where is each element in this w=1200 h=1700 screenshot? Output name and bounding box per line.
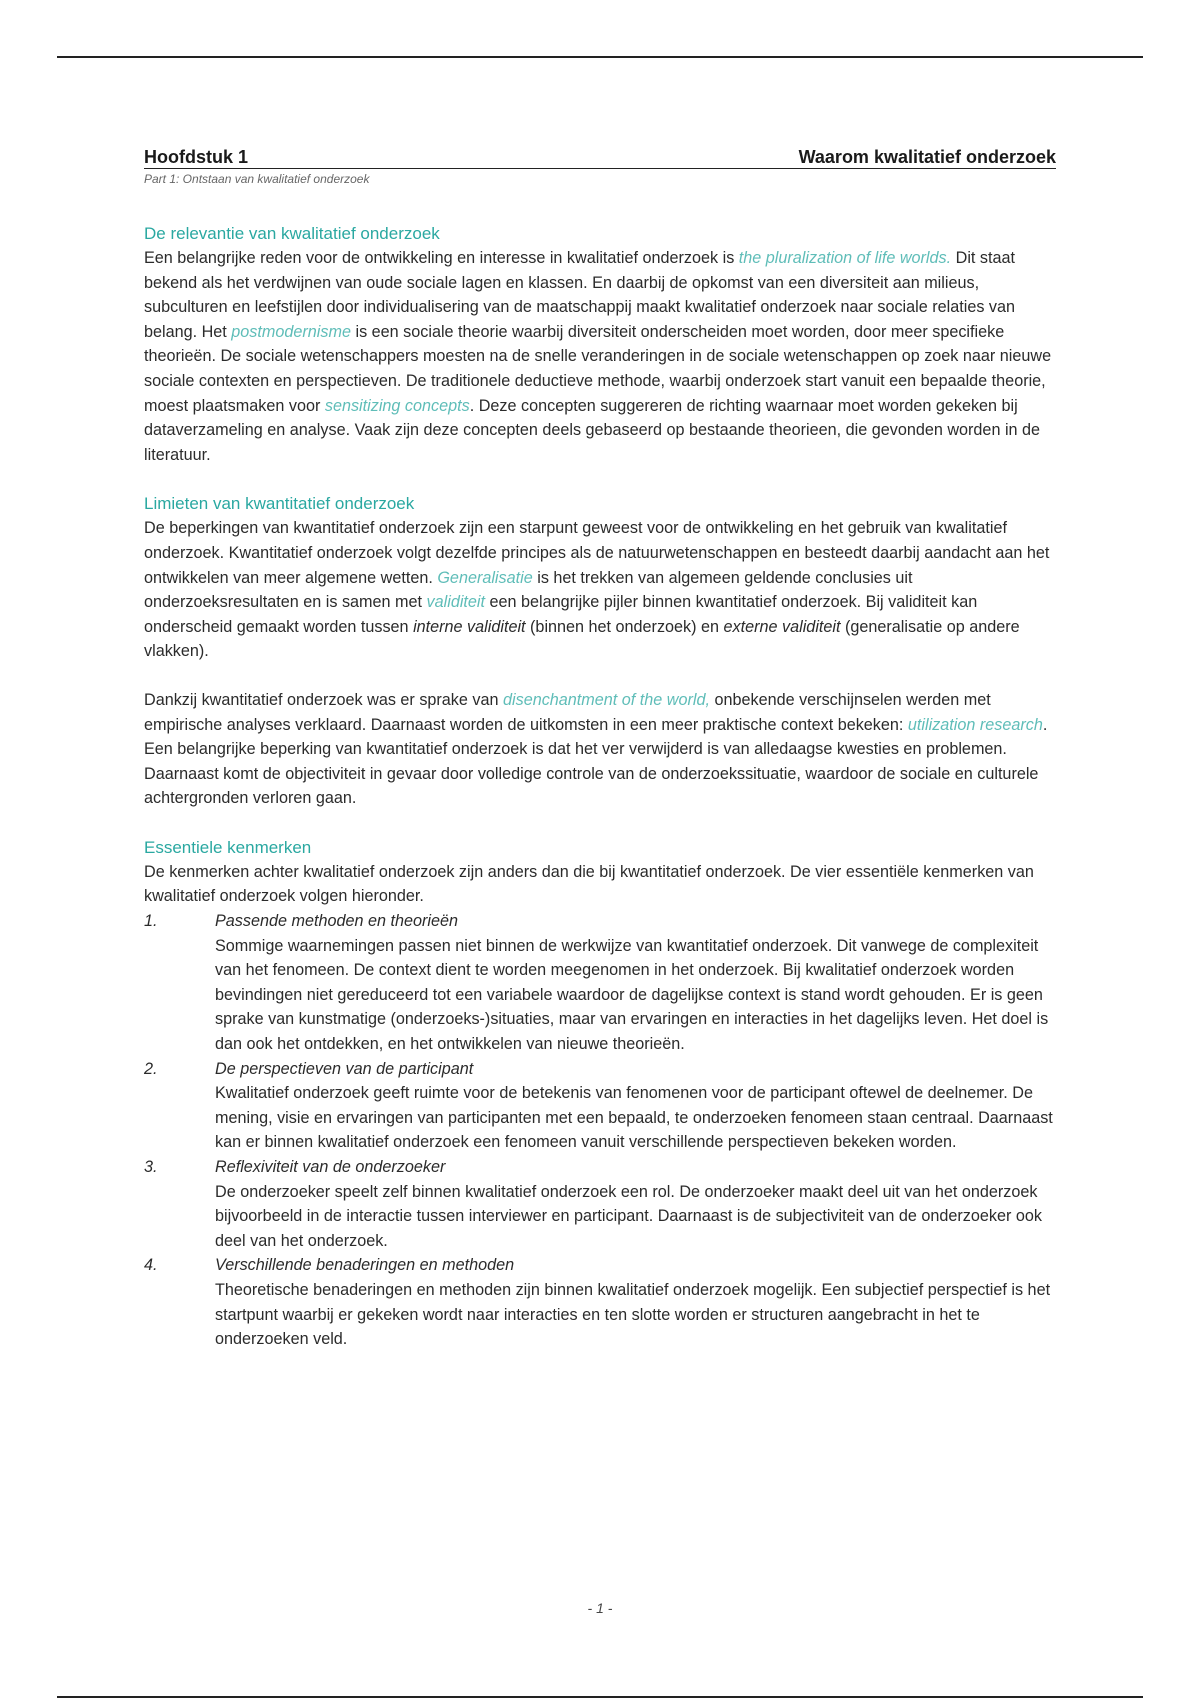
bottom-rule (57, 1696, 1143, 1698)
list-item-title: De perspectieven van de participant (215, 1059, 474, 1078)
paragraph: Een belangrijke reden voor de ontwikkeling en interesse in kwalitatief onderzoek is the pluralization of life worlds. Dit staat bekend als het verdwijnen van oude sociale lagen en klassen. En daarbij de opkomst van een diversiteit aan milieus, subculturen en leefstijlen door individualisering van de maatschappij maakt kwalitatief onderzoek naar sociale relaties van belang. Het postmodernisme is een sociale theorie waarbij diversiteit onderscheiden moet worden, door meer specifieke theorieën. De sociale wetenschappers moesten na de snelle veranderingen in de sociale wetenschappen op zoek naar nieuwe sociale contexten en perspectieven. De traditionele deductieve methode, waarbij onderzoek start vanuit een bepaalde theorie, moest plaatsmaken voor sensitizing concepts. Deze concepten suggereren de richting waarnaar moet worden gekeken bij dataverzameling en analyse. Vaak zijn deze concepten deels gebaseerd op bestaande theorieen, die gevonden worden in de literatuur. (144, 249, 1052, 464)
key-term: postmodernisme (231, 322, 351, 341)
kenmerken-list (144, 909, 1056, 1352)
page-header (144, 147, 1056, 169)
key-term: Generalisatie (437, 568, 533, 587)
section-heading: Limieten van kwantitatief onderzoek (144, 494, 415, 514)
list-item (144, 909, 1056, 1057)
list-number: 2. (144, 1059, 158, 1078)
section-kenmerken (144, 836, 1056, 1352)
section-limieten (144, 492, 1056, 811)
list-item-text: Kwalitatief onderzoek geeft ruimte voor de betekenis van fenomenen voor de participant oftewel de deelnemer. De mening, visie en ervaringen van participanten met een bepaald, te onderzoeken fenomeen staan centraal. Daarnaast kan er binnen kwalitatief onderzoek een fenomeen vanuit verschillende perspectieven bekeken worden. (215, 1084, 1053, 1152)
paragraph: Dankzij kwantitatief onderzoek was er sprake van disenchantment of the world, onbekende verschijnselen werden met empirische analyses verklaard. Daarnaast worden de uitkomsten in een meer praktische context bekeken: utilization research. Een belangrijke beperking van kwantitatief onderzoek is dat het ver verwijderd is van alledaagse kwesties en problemen. Daarnaast komt de objectiviteit in gevaar door volledige controle van de onderzoekssituatie, waardoor de sociale en culturele achtergronden verloren gaan. (144, 690, 1048, 808)
list-item-title: Verschillende benaderingen en methoden (215, 1256, 515, 1275)
part-subtitle: Part 1: Ontstaan van kwalitatief onderzoek (144, 172, 370, 186)
list-item-title: Passende methoden en theorieën (215, 912, 458, 931)
top-rule (57, 56, 1143, 58)
section-heading: De relevantie van kwalitatief onderzoek (144, 224, 440, 243)
key-term: sensitizing concepts (324, 396, 470, 415)
key-term: disenchantment of the world, (503, 690, 710, 709)
list-number: 3. (144, 1158, 158, 1176)
key-term: the pluralization of life worlds. (738, 249, 952, 267)
italic-term: interne validiteit (413, 617, 526, 636)
list-number: 1. (144, 912, 158, 931)
page-number: - 1 - (587, 1600, 613, 1616)
key-term: utilization research (907, 715, 1043, 734)
section-relevantie (144, 222, 1056, 467)
list-item (144, 1057, 1056, 1155)
list-item-text: Sommige waarnemingen passen niet binnen de werkwijze van kwantitatief onderzoek. Dit vanwege de complexiteit van het fenomeen. De context dient te worden meegenomen in het onderzoek. Bij kwalitatief onderzoek worden bevindingen niet gereduceerd tot een variabele waardoor de dagelijkse context is stand wordt gehouden. Er is geen sprake van kunstmatige (onderzoeks-)situaties, maar van ervaringen en interacties in het dagelijks leven. Het doel is dan ook het ontdekken, en het ontwikkelen van nieuwe theorieën. (215, 936, 1049, 1054)
page-content (144, 147, 1056, 1352)
paragraph: De kenmerken achter kwalitatief onderzoek zijn anders dan die bij kwantitatief onderzoek. De vier essentiële kenmerken van kwalitatief onderzoek volgen hieronder. (144, 862, 1034, 906)
list-item-text: Theoretische benaderingen en methoden zijn binnen kwalitatief onderzoek mogelijk. Een subjectief perspectief is het startpunt waarbij er gekeken wordt naar interacties en ten slotte worden er structuren aangebracht in het te onderzoeken veld. (215, 1280, 1051, 1349)
chapter-label: Hoofdstuk 1 (144, 147, 249, 167)
paragraph: De beperkingen van kwantitatief onderzoek zijn een starpunt geweest voor de ontwikkeling en het gebruik van kwalitatief onderzoek. Kwantitatief onderzoek volgt dezelfde principes als de natuurwetenschappen en besteedt daarbij aandacht aan het ontwikkelen van meer algemene wetten. Generalisatie is het trekken van algemeen geldende conclusies uit onderzoeksresultaten en is samen met validiteit een belangrijke pijler binnen kwantitatief onderzoek. Bij validiteit kan onderscheid gemaakt worden tussen interne validiteit (binnen het onderzoek) en externe validiteit (generalisatie op andere vlakken). (144, 519, 1050, 661)
key-term: validiteit (426, 593, 486, 612)
chapter-title: Waarom kwalitatief onderzoek (798, 147, 1056, 167)
section-heading: Essentiele kenmerken (144, 837, 312, 857)
list-number: 4. (144, 1256, 158, 1275)
italic-term: externe validiteit (723, 617, 841, 636)
list-item-text: De onderzoeker speelt zelf binnen kwalitatief onderzoek een rol. De onderzoeker maakt deel uit van het onderzoek bijvoorbeeld in de interactie tussen interviewer en participant. Daarnaast is de subjectiviteit van de onderzoeker ook deel van het onderzoek. (215, 1182, 1042, 1250)
list-item (144, 1155, 1056, 1253)
list-item (144, 1253, 1056, 1351)
list-item-title: Reflexiviteit van de onderzoeker (215, 1158, 446, 1176)
